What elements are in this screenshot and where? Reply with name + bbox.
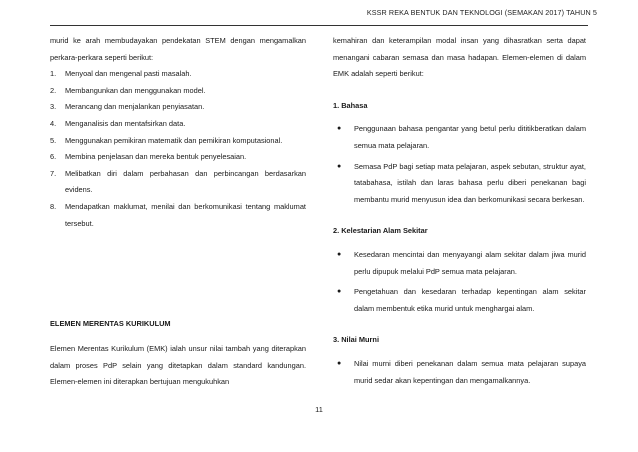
section-heading-emk: ELEMEN MERENTAS KURIKULUM: [50, 319, 171, 328]
list-item: [333, 121, 586, 154]
item-number: 5.: [50, 135, 57, 145]
section-kelestarian: [333, 223, 586, 317]
section-nilai-murni: [333, 332, 586, 389]
list-item: [50, 66, 306, 83]
bullet-list: [333, 356, 586, 389]
item-text: Menganalisis dan mentafsirkan data.: [65, 118, 186, 128]
bullet-text: Kesedaran mencintai dan menyayangi alam sekitar dalam jiwa murid perlu dipupuk melalui PdP semua mata pelajaran.: [354, 249, 586, 276]
bullet-text: Semasa PdP bagi setiap mata pelajaran, aspek sebutan, struktur ayat, tatabahasa, istilah dan laras bahasa perlu diberi penekanan bagi membantu murid menyusun idea dan berkomunikasi secara berkesan.: [354, 161, 586, 204]
item-number: 6.: [50, 152, 57, 162]
section-title: 2. Kelestarian Alam Sekitar: [333, 226, 428, 236]
list-item: [333, 247, 586, 280]
emk-body-text: Elemen Merentas Kurikulum (EMK) ialah unsur nilai tambah yang diterapkan dalam proses PdP selain yang ditetapkan dalam standard kandungan. Elemen-elemen ini diterapkan bertujuan mengukuhkan: [50, 344, 306, 387]
section-bahasa: [333, 98, 586, 209]
left-column: [50, 33, 306, 232]
item-number: 8.: [50, 201, 57, 211]
bullet-icon: ●: [337, 125, 342, 133]
item-number: 7.: [50, 168, 57, 178]
list-item: [333, 159, 586, 209]
list-item: [50, 83, 306, 100]
bullet-text: Pengetahuan dan kesedaran terhadap kepentingan alam sekitar dalam membentuk etika murid untuk menghargai alam.: [354, 287, 586, 313]
header-rule: [50, 25, 588, 26]
stem-practice-list: [50, 66, 306, 232]
item-text: Melibatkan diri dalam perbahasan dan perbincangan berdasarkan evidens.: [65, 168, 306, 195]
bullet-text: Nilai murni diberi penekanan dalam semua mata pelajaran supaya murid sedar akan kepentingan dan mengamalkannya.: [354, 358, 586, 385]
bullet-icon: ●: [337, 359, 342, 367]
list-item: [50, 166, 306, 199]
bullet-list: [333, 247, 586, 317]
right-column: [333, 33, 586, 393]
list-item: [50, 99, 306, 116]
list-item: [50, 116, 306, 133]
emk-paragraph: [50, 341, 306, 391]
item-text: Merancang dan menjalankan penyiasatan.: [65, 102, 205, 112]
item-text: Mendapatkan maklumat, menilai dan berkomunikasi tentang maklumat tersebut.: [65, 201, 306, 228]
list-item: [333, 356, 586, 389]
running-header: KSSR REKA BENTUK DAN TEKNOLOGI (SEMAKAN 2017) TAHUN 5: [366, 8, 597, 17]
bullet-list: [333, 121, 586, 208]
section-title: 1. Bahasa: [333, 100, 368, 110]
list-item: [333, 284, 586, 317]
item-number: 2.: [50, 85, 57, 95]
page-number: 11: [315, 405, 323, 414]
right-intro: kemahiran dan keterampilan modal insan yang dihasratkan serta dapat menangani cabaran semasa dan masa hadapan. Elemen-elemen di dalam EMK adalah seperti berikut:: [333, 36, 586, 79]
list-item: [50, 199, 306, 232]
item-number: 1.: [50, 69, 57, 79]
item-number: 3.: [50, 102, 57, 112]
bullet-icon: ●: [337, 250, 342, 258]
bullet-icon: ●: [337, 288, 342, 296]
list-item: [50, 133, 306, 150]
item-number: 4.: [50, 118, 57, 128]
item-text: Membangunkan dan menggunakan model.: [65, 85, 206, 95]
bullet-icon: ●: [337, 162, 342, 170]
bullet-text: Penggunaan bahasa pengantar yang betul perlu dititikberatkan dalam semua mata pelajaran.: [354, 124, 586, 150]
section-title: 3. Nilai Murni: [333, 335, 379, 345]
item-text: Membina penjelasan dan mereka bentuk penyelesaian.: [65, 152, 247, 162]
list-item: [50, 149, 306, 166]
item-text: Menggunakan pemikiran matematik dan pemikiran komputasional.: [65, 135, 283, 145]
item-text: Menyoal dan mengenal pasti masalah.: [65, 69, 192, 79]
left-intro: murid ke arah membudayakan pendekatan STEM dengan mengamalkan perkara-perkara seperti berikut:: [50, 36, 306, 62]
